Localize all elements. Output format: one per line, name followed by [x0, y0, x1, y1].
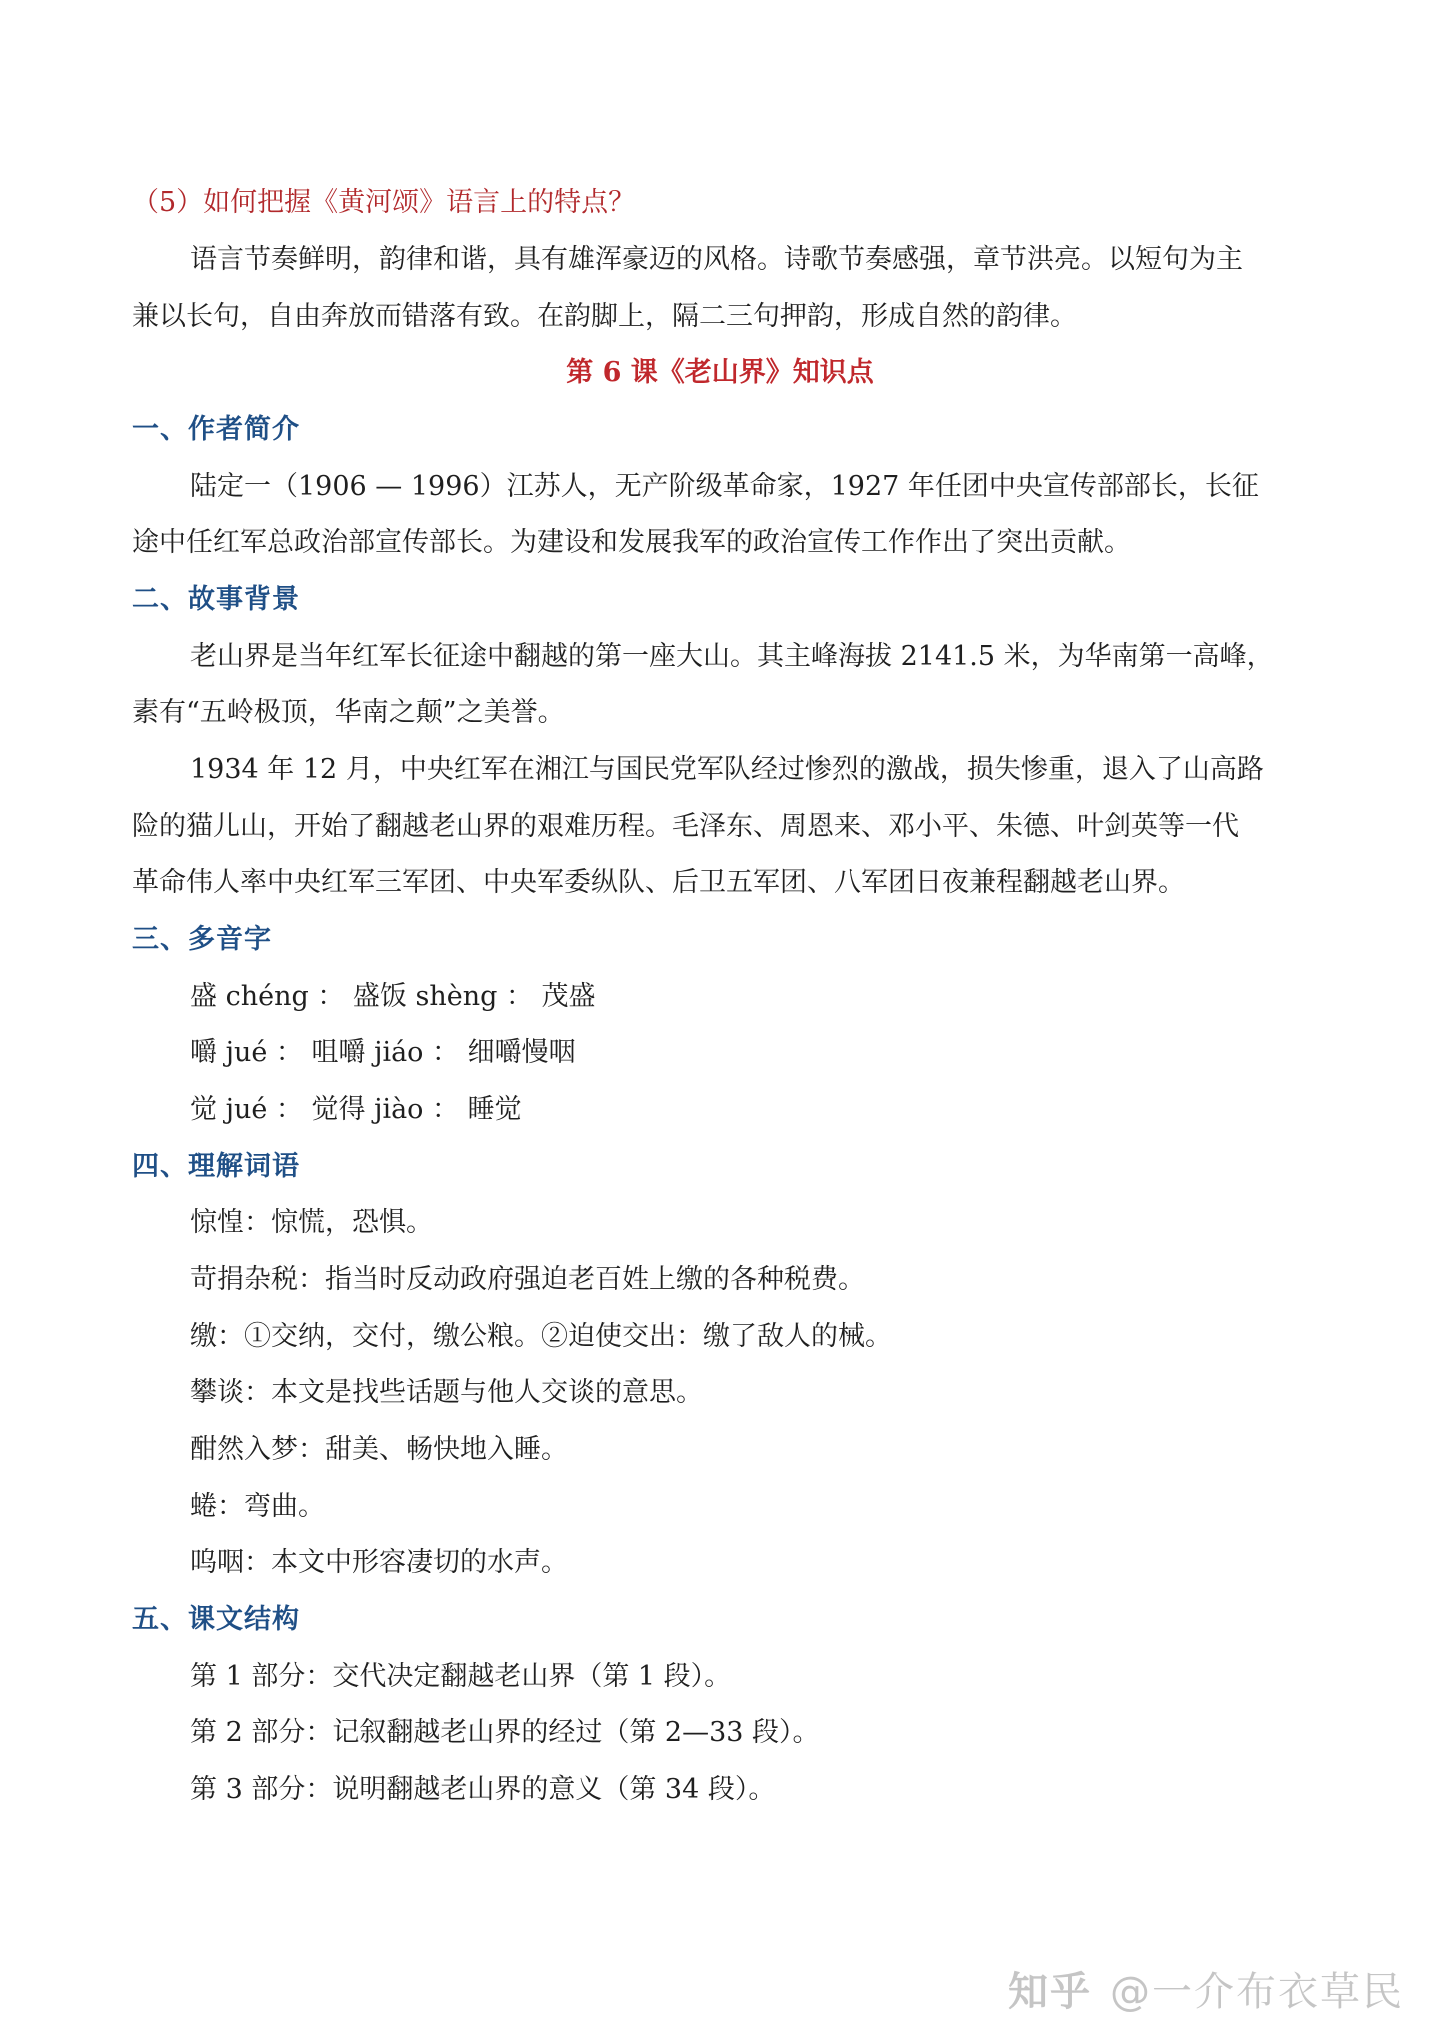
polyphone-item: 觉 jué ： 觉得 jiào ： 睡觉 — [190, 1094, 522, 1125]
vocabulary-item: 蜷：弯曲。 — [190, 1491, 325, 1522]
answer-line: 语言节奏鲜明，韵律和谐，具有雄浑豪迈的风格。诗歌节奏感强，章节洪亮。以短句为主 — [190, 244, 1243, 275]
section-heading-background: 二、故事背景 — [132, 584, 300, 615]
background-line: 素有“五岭极顶，华南之颠”之美誉。 — [132, 697, 565, 728]
vocabulary-item: 缴：①交纳，交付，缴公粮。②迫使交出：缴了敌人的械。 — [190, 1321, 892, 1352]
background-line: 1934 年 12 月，中央红军在湘江与国民党军队经过惨烈的激战，损失惨重，退入了山高路 — [190, 754, 1264, 785]
vocabulary-item: 呜咽：本文中形容凄切的水声。 — [190, 1547, 568, 1578]
section-heading-polyphones: 三、多音字 — [132, 924, 272, 955]
author-line: 陆定一（1906 — 1996）江苏人，无产阶级革命家，1927 年任团中央宣传部部长，长征 — [190, 471, 1259, 502]
zhihu-logo: 知乎 — [1008, 1969, 1092, 2015]
vocabulary-item: 苛捐杂税：指当时反动政府强迫老百姓上缴的各种税费。 — [190, 1264, 865, 1295]
watermark — [1008, 1960, 1404, 2017]
vocabulary-item: 攀谈：本文是找些话题与他人交谈的意思。 — [190, 1377, 703, 1408]
section-heading-author: 一、作者简介 — [132, 414, 300, 445]
question-title: （5）如何把握《黄河颂》语言上的特点？ — [132, 187, 636, 218]
polyphone-item: 盛 chéng ： 盛饭 shèng ： 茂盛 — [190, 981, 596, 1012]
structure-item: 第 2 部分：记叙翻越老山界的经过（第 2—33 段）。 — [190, 1717, 820, 1748]
answer-line: 兼以长句，自由奔放而错落有致。在韵脚上，隔二三句押韵，形成自然的韵律。 — [132, 301, 1077, 332]
section-heading-structure: 五、课文结构 — [132, 1604, 300, 1635]
watermark-author: @一介布衣草民 — [1110, 1969, 1404, 2015]
vocabulary-item: 酣然入梦：甜美、畅快地入睡。 — [190, 1434, 568, 1465]
background-line: 老山界是当年红军长征途中翻越的第一座大山。其主峰海拔 2141.5 米，为华南第一高峰， — [190, 641, 1274, 672]
structure-item: 第 1 部分：交代决定翻越老山界（第 1 段）。 — [190, 1661, 732, 1692]
lesson-title: 第 6 课《老山界》知识点 — [566, 357, 874, 388]
vocabulary-item: 惊惶：惊慌，恐惧。 — [190, 1207, 433, 1238]
author-line: 途中任红军总政治部宣传部长。为建设和发展我军的政治宣传工作作出了突出贡献。 — [132, 527, 1131, 558]
structure-item: 第 3 部分：说明翻越老山界的意义（第 34 段）。 — [190, 1774, 776, 1805]
polyphone-item: 嚼 jué ： 咀嚼 jiáo ： 细嚼慢咽 — [190, 1037, 576, 1068]
section-heading-vocabulary: 四、理解词语 — [132, 1151, 300, 1182]
background-line: 险的猫儿山，开始了翻越老山界的艰难历程。毛泽东、周恩来、邓小平、朱德、叶剑英等一代 — [132, 811, 1239, 842]
background-line: 革命伟人率中央红军三军团、中央军委纵队、后卫五军团、八军团日夜兼程翻越老山界。 — [132, 867, 1185, 898]
